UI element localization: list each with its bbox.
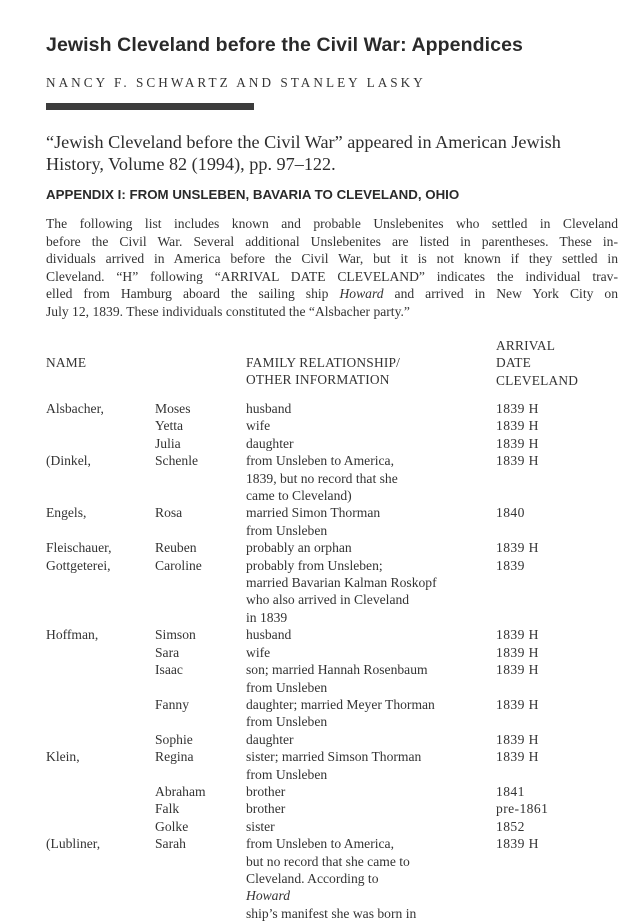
first-name-cell: Golke (155, 818, 189, 834)
info-line: from Unsleben (246, 522, 328, 538)
info-cell (246, 539, 486, 556)
intro-text: and arrived in New York City on (383, 286, 618, 302)
arrival-date-cell: 1839 H (496, 662, 539, 678)
table-row (0, 783, 640, 800)
first-name-cell: Sara (155, 644, 180, 660)
info-cell (246, 435, 486, 452)
arrival-date-cell: 1839 H (496, 696, 539, 712)
info-text: Cleveland. According to (246, 870, 379, 886)
authors-byline: NANCY F. SCHWARTZ AND STANLEY LASKY (46, 75, 426, 90)
table-row (0, 435, 640, 452)
info-cell (246, 644, 486, 661)
table-row (0, 626, 640, 643)
table-row (0, 818, 640, 835)
citation-line: History, Volume 82 (1994), pp. 97–122. (46, 154, 336, 174)
info-line: married Simon Thorman (246, 505, 381, 521)
table-row (0, 504, 640, 539)
info-line: husband (246, 401, 292, 416)
surname-cell: (Dinkel, (46, 453, 91, 469)
surname-cell: Fleischauer, (46, 540, 112, 556)
column-header-arrival-date (496, 337, 578, 389)
info-cell (246, 661, 486, 696)
info-cell (246, 783, 486, 800)
table-row (0, 731, 640, 748)
first-name-cell: Julia (155, 435, 181, 451)
first-name-cell: Falk (155, 801, 180, 817)
intro-paragraph (46, 215, 618, 321)
column-header-relationship (246, 354, 400, 389)
intro-line: Cleveland. “H” following “ARRIVAL DATE CLEVELAND” indicates the individual trav- (46, 268, 618, 284)
info-line: sister (246, 818, 275, 834)
decorative-rule-bar (46, 103, 254, 110)
info-cell (246, 452, 486, 504)
arrival-date-cell: 1839 H (496, 453, 539, 469)
arrival-date-cell: 1839 H (496, 749, 539, 765)
arrival-date-cell: 1839 H (496, 644, 539, 660)
ship-name-italic: Howard (246, 888, 291, 904)
intro-line: The following list includes known and probable Unslebenites who settled in Cleveland (46, 216, 618, 231)
info-line: from Unsleben (246, 766, 328, 782)
first-name-cell: Sophie (155, 731, 193, 747)
first-name-cell: Abraham (155, 783, 206, 799)
arrival-date-cell: 1839 H (496, 401, 539, 416)
info-line: probably from Unsleben; (246, 557, 383, 573)
first-name-cell: Simson (155, 627, 196, 643)
info-line: from Unsleben to America, (246, 453, 394, 469)
surname-cell: Hoffman, (46, 627, 99, 643)
first-name-cell: Sarah (155, 836, 186, 852)
info-cell (246, 800, 486, 817)
arrival-date-cell: 1839 H (496, 435, 539, 451)
info-line: came to Cleveland) (246, 488, 352, 504)
citation-note (46, 131, 626, 175)
info-cell (246, 626, 486, 643)
page-title: Jewish Cleveland before the Civil War: Appendices (46, 34, 523, 56)
info-line: in 1839 (246, 609, 288, 625)
first-name-cell: Rosa (155, 505, 183, 521)
appendix-heading: APPENDIX I: FROM UNSLEBEN, BAVARIA TO CLEVELAND, OHIO (46, 187, 460, 202)
first-name-cell: Schenle (155, 453, 199, 469)
surname-cell: Alsbacher, (46, 401, 104, 416)
table-row (0, 644, 640, 661)
first-name-cell: Fanny (155, 696, 189, 712)
surname-cell: (Lubliner, (46, 836, 101, 852)
info-line: husband (246, 627, 292, 643)
first-name-cell: Yetta (155, 418, 184, 434)
ship-name-italic: Howard (339, 286, 384, 302)
header-line: CLEVELAND (496, 372, 579, 388)
arrival-date-cell: 1840 (496, 505, 525, 521)
intro-text: elled from Hamburg aboard the sailing ship (46, 286, 340, 302)
arrival-date-cell: 1852 (496, 818, 525, 834)
table-row (0, 557, 640, 627)
table-row (0, 539, 640, 556)
info-cell (246, 748, 486, 783)
table-row (0, 800, 640, 817)
info-line: son; married Hannah Rosenbaum (246, 662, 428, 678)
header-line: DATE (496, 355, 532, 371)
info-line: daughter (246, 435, 294, 451)
intro-line: before the Civil War. Several additional Unslebenites are listed in parentheses. These in- (46, 233, 618, 249)
info-line: married Bavarian Kalman Roskopf (246, 575, 437, 591)
info-line: probably an orphan (246, 540, 352, 556)
first-name-cell: Reuben (155, 540, 197, 556)
info-line: who also arrived in Cleveland (246, 592, 410, 608)
table-row (0, 452, 640, 504)
table-row (0, 417, 640, 434)
info-cell (246, 400, 486, 417)
arrival-date-cell: 1839 H (496, 731, 539, 747)
info-line: wife (246, 644, 271, 660)
surname-cell: Engels, (46, 505, 87, 521)
intro-line: dividuals arrived in America before the Civil War, but it is not known if they settled in (46, 251, 618, 267)
info-line: daughter (246, 731, 294, 747)
info-line: daughter; married Meyer Thorman (246, 696, 435, 712)
table-row (0, 748, 640, 783)
intro-line-with-italic (46, 285, 618, 303)
column-header-name: NAME (46, 355, 87, 370)
surname-cell: Klein, (46, 749, 80, 765)
info-line: brother (246, 801, 286, 817)
first-name-cell: Regina (155, 749, 194, 765)
info-line: 1839, but no record that she (246, 470, 398, 486)
arrival-date-cell: 1839 H (496, 836, 539, 852)
info-line: brother (246, 783, 286, 799)
info-cell (246, 696, 486, 731)
arrival-date-cell: 1839 H (496, 540, 539, 556)
info-line-with-italic (246, 870, 486, 905)
arrival-date-cell: 1839 (496, 557, 525, 573)
first-name-cell: Caroline (155, 557, 202, 573)
info-cell (246, 731, 486, 748)
info-cell (246, 417, 486, 434)
settlers-table (0, 400, 640, 922)
info-line: from Unsleben to America, (246, 836, 394, 852)
info-line: ship’s manifest she was born in (246, 905, 417, 921)
info-cell (246, 818, 486, 835)
info-line: from Unsleben (246, 679, 328, 695)
arrival-date-cell: 1841 (496, 783, 525, 799)
table-row (0, 661, 640, 696)
citation-line: “Jewish Cleveland before the Civil War” appeared in American Jewish (46, 132, 561, 152)
table-row (0, 835, 640, 922)
info-line: sister; married Simson Thorman (246, 749, 422, 765)
surname-cell: Gottgeterei, (46, 557, 111, 573)
arrival-date-cell: pre-1861 (496, 801, 549, 817)
header-line: ARRIVAL (496, 338, 556, 353)
arrival-date-cell: 1839 H (496, 627, 539, 643)
info-cell (246, 557, 486, 627)
info-cell (246, 504, 486, 539)
table-row (0, 400, 640, 417)
intro-line: July 12, 1839. These individuals constituted the “Alsbacher party.” (46, 303, 410, 319)
header-line: OTHER INFORMATION (246, 372, 390, 388)
first-name-cell: Isaac (155, 662, 183, 678)
header-line: FAMILY RELATIONSHIP/ (246, 355, 401, 370)
info-cell (246, 835, 486, 922)
first-name-cell: Moses (155, 401, 191, 416)
table-row (0, 696, 640, 731)
info-line: but no record that she came to (246, 853, 410, 869)
info-line: wife (246, 418, 271, 434)
info-line: from Unsleben (246, 714, 328, 730)
arrival-date-cell: 1839 H (496, 418, 539, 434)
